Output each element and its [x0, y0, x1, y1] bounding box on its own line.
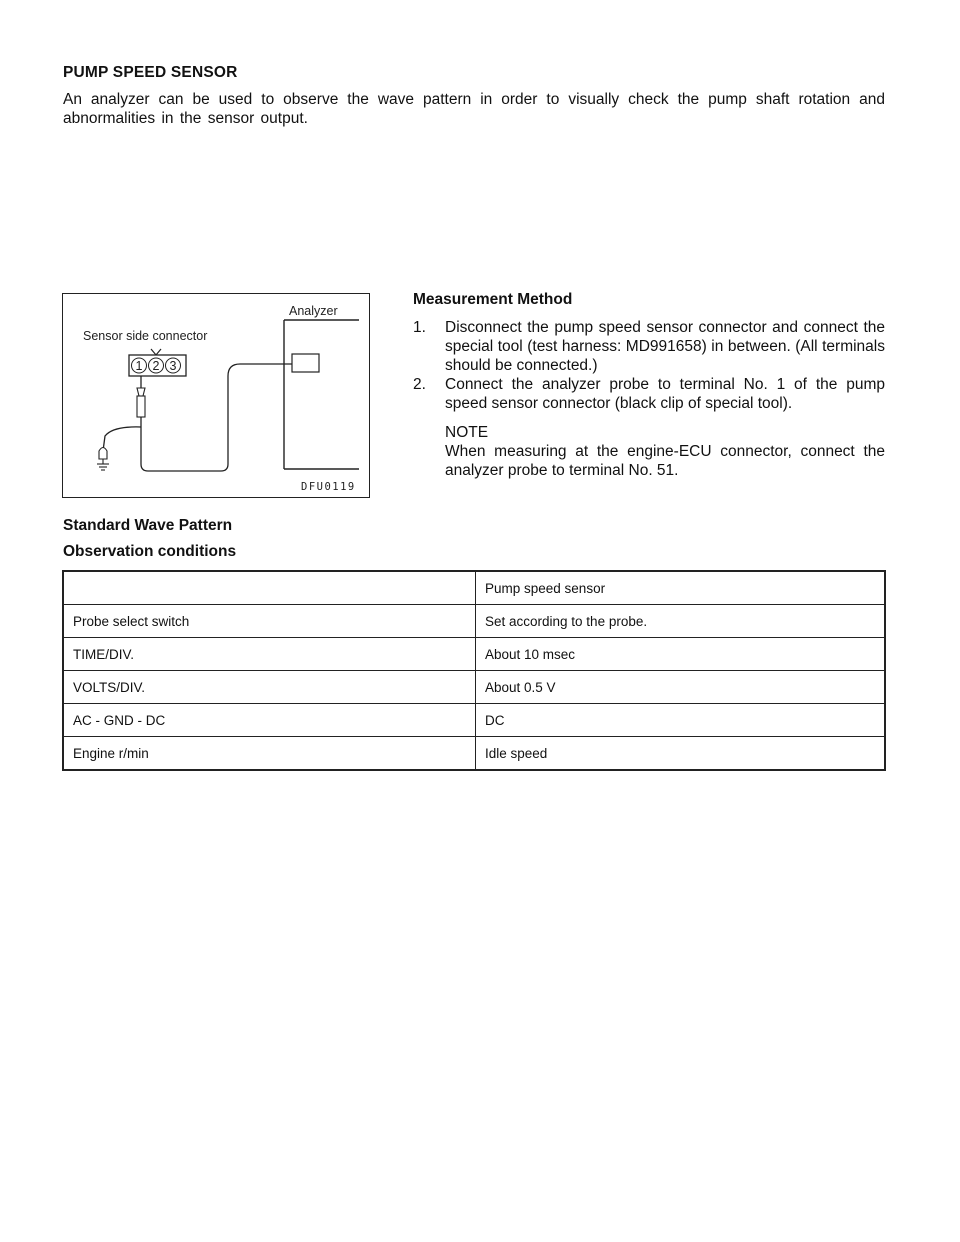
table-row [63, 704, 885, 737]
probe-tip-icon [137, 388, 145, 396]
table-cell: About 0.5 V [476, 671, 886, 704]
figure-code: DFU0119 [301, 481, 356, 493]
observation-table [62, 570, 886, 771]
wave-pattern-title: Standard Wave Pattern [63, 517, 233, 534]
step-text: Connect the analyzer probe to terminal No. 1 of the pump speed sensor connector (black clip of special tool). [445, 376, 885, 412]
table-row [63, 737, 885, 771]
connector-latch-icon [151, 349, 161, 355]
note-text: When measuring at the engine-ECU connector, connect the analyzer probe to terminal No. 51. [445, 443, 885, 479]
table-header-row [63, 571, 885, 605]
method-step [413, 318, 885, 375]
diagram-svg [63, 294, 369, 497]
probe-handle [137, 396, 145, 417]
table-cell: VOLTS/DIV. [63, 671, 476, 704]
table-row [63, 671, 885, 704]
analyzer-cable [141, 364, 292, 471]
note-block [445, 423, 885, 480]
table-header-cell: Pump speed sensor [476, 571, 886, 605]
table-cell: Engine r/min [63, 737, 476, 771]
note-label: NOTE [445, 424, 489, 441]
table-cell: AC - GND - DC [63, 704, 476, 737]
sensor-connector-label: Sensor side connector [83, 329, 208, 343]
method-step [413, 375, 885, 413]
terminal-1-label: 1 [135, 359, 143, 373]
connection-diagram [62, 293, 370, 498]
step-number: 1. [413, 319, 426, 336]
terminal-3-label: 3 [169, 359, 177, 373]
analyzer-input-port [292, 354, 319, 372]
analyzer-label: Analyzer [289, 304, 338, 318]
method-steps [413, 318, 885, 413]
terminal-2-label: 2 [152, 359, 160, 373]
page-title: PUMP SPEED SENSOR [63, 64, 238, 81]
step-text: Disconnect the pump speed sensor connector and connect the special tool (test harness: MD991658) in between. (All terminals should be connected.) [445, 319, 885, 374]
ground-cable [103, 427, 141, 451]
ground-clip-icon [99, 448, 107, 460]
intro-paragraph: An analyzer can be used to observe the wave pattern in order to visually check the pump shaft rotation and abnormalities in the sensor output. [63, 91, 885, 127]
measurement-method [413, 290, 885, 480]
table-header-cell [63, 571, 476, 605]
step-number: 2. [413, 376, 426, 393]
table-cell: Probe select switch [63, 605, 476, 638]
table-cell: Idle speed [476, 737, 886, 771]
observation-conditions-title: Observation conditions [63, 543, 237, 560]
table-row [63, 638, 885, 671]
table-row [63, 605, 885, 638]
table-cell: TIME/DIV. [63, 638, 476, 671]
table-cell: DC [476, 704, 886, 737]
method-title: Measurement Method [413, 291, 573, 308]
table-cell: Set according to the probe. [476, 605, 886, 638]
table-cell: About 10 msec [476, 638, 886, 671]
